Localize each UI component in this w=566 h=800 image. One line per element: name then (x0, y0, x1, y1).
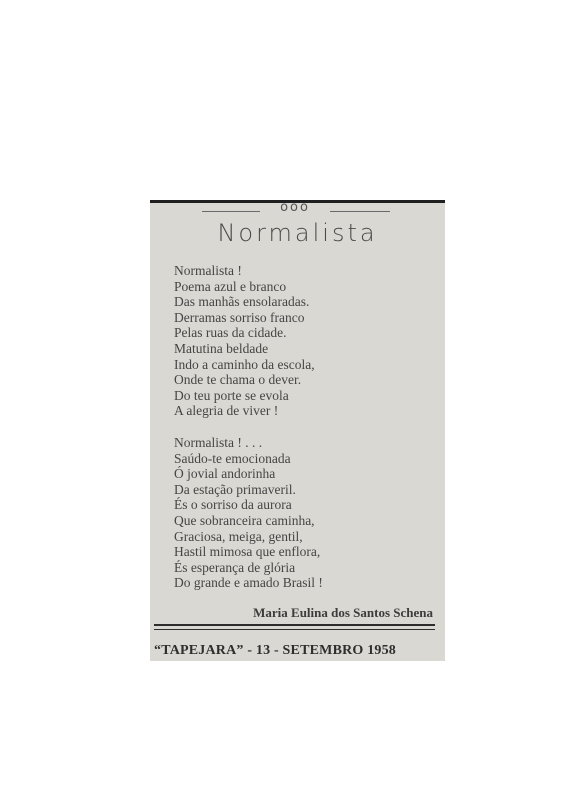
verse-line: Poema azul e branco (174, 278, 287, 294)
verse-line: Do grande e amado Brasil ! (174, 575, 323, 591)
publication-footer: “TAPEJARA” - 13 - SETEMBRO 1958 (154, 643, 397, 658)
verse-line: A alegria de viver ! (174, 403, 279, 419)
verse-line: Hastil mimosa que enflora, (174, 544, 321, 560)
verse-line: Matutina beldade (174, 340, 269, 356)
verse-line: Do teu porte se evola (174, 387, 289, 403)
verse-line: Que sobranceira caminha, (174, 512, 315, 528)
double-rule-divider (154, 624, 435, 630)
title-ornament (150, 200, 445, 219)
author-signature: Maria Eulina dos Santos Schena (253, 605, 433, 620)
verse-line: Da estação primaveril. (174, 481, 296, 497)
newspaper-clipping (150, 200, 445, 661)
stanza-1 (174, 263, 315, 419)
stanza-2 (174, 435, 323, 591)
ornament-line-left (202, 211, 260, 212)
verse-line: És esperança de glória (174, 559, 296, 575)
verse-line: Indo a caminho da escola, (174, 356, 315, 372)
poem-title: Normalista (217, 219, 378, 247)
verse-line: Normalista ! . . . (174, 435, 263, 450)
verse-line: Graciosa, meiga, gentil, (174, 528, 303, 544)
verse-line: Pelas ruas da cidade. (174, 325, 287, 341)
verse-line: Onde te chama o dever. (174, 372, 302, 388)
ornament-line-right (330, 211, 390, 212)
verse-line: Normalista ! (174, 263, 242, 278)
ornament-circles: ooo (280, 200, 310, 215)
verse-line: Ó jovial andorinha (174, 466, 276, 482)
verse-line: Derramas sorriso franco (174, 309, 305, 325)
verse-line: Das manhãs ensolaradas. (174, 294, 310, 310)
verse-line: Saúdo-te emocionada (174, 450, 291, 466)
verse-line: És o sorriso da aurora (174, 497, 292, 513)
